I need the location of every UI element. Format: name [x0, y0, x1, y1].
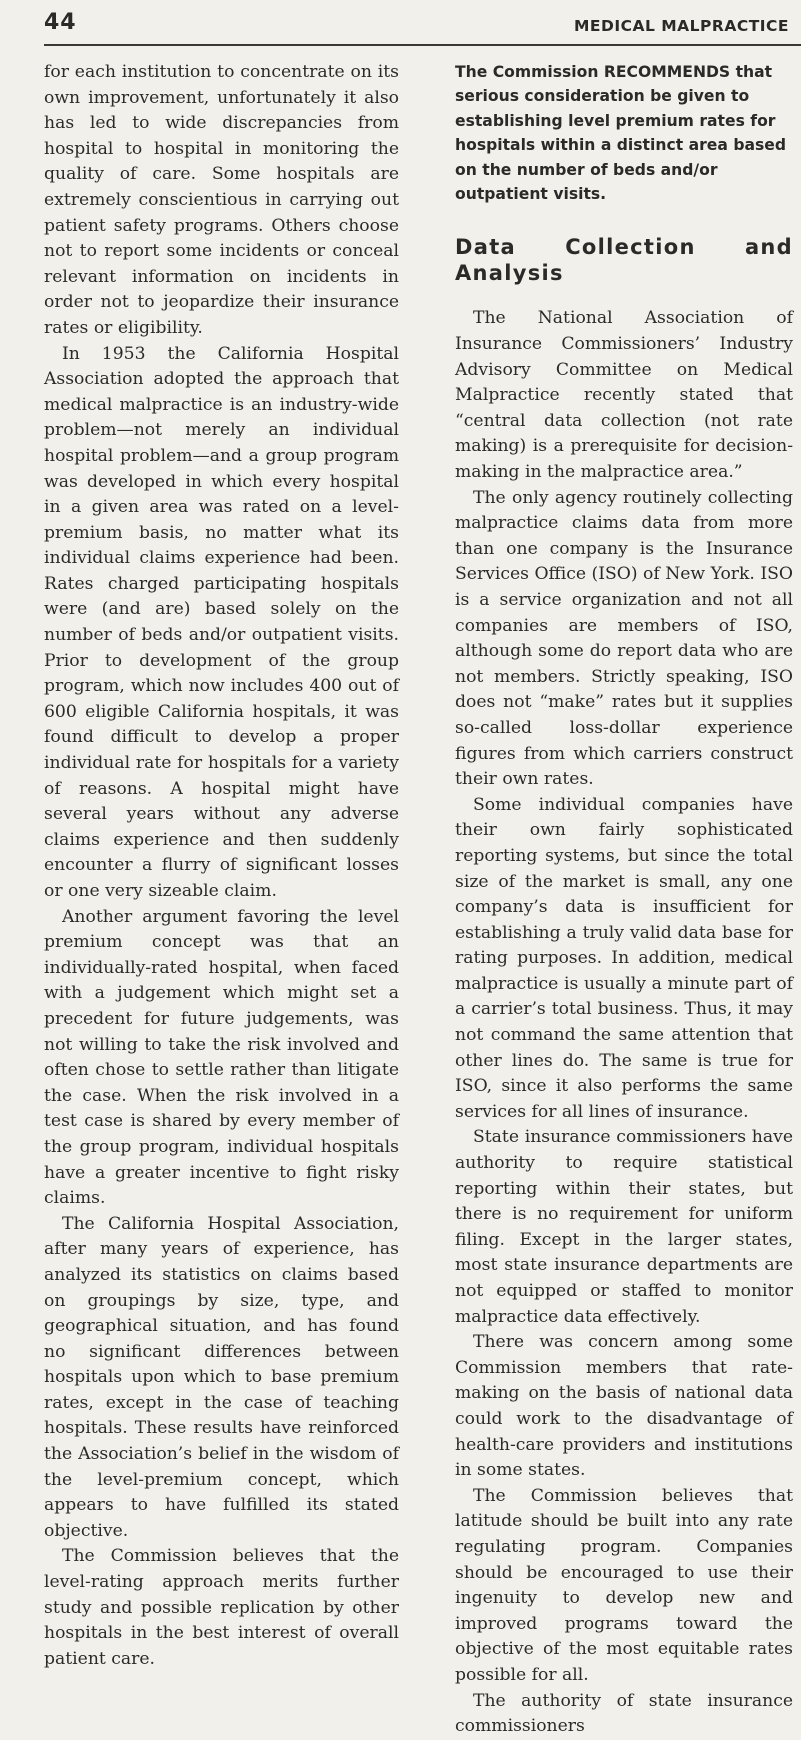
paragraph: The National Association of Insurance Commissioners’ Industry Advisory Committee on Medical Malpractice recently stated that “central data collection (not rate making) is a prerequisite for decision-making in the malpractice area.” — [455, 308, 793, 482]
recommendation: The Commission RECOMMENDS that serious consideration be given to establishing level premium rates for hospitals within a distinct area based on the number of beds and/or outpatient visits. — [455, 63, 787, 204]
paragraph: There was concern among some Commission members that rate-making on the basis of national data could work to the disadvantage of health-care providers and institutions in some states. — [455, 1332, 793, 1481]
paragraph: The only agency routinely collecting malpractice claims data from more than one company is the Insurance Services Office (ISO) of New York. ISO is a service organization and not all companies are members of ISO, although some do report data who are not members. Strictly speaking, ISO does not “make” rates but it supplies so-called loss-dollar experience figures from which carriers construct their own rates. — [455, 487, 794, 790]
paragraph: The Commission believes that the level-rating approach merits further study and possible replication by other hospitals in the best interest of overall patient care. — [44, 1546, 399, 1669]
header-rule — [44, 44, 801, 46]
left-column — [44, 60, 399, 1672]
running-title: MEDICAL MALPRACTICE — [573, 17, 789, 35]
right-column — [455, 60, 793, 1740]
paragraph: The authority of state insurance commissioners — [455, 1690, 793, 1737]
section-heading: Data Collection and Analysis — [455, 235, 793, 286]
paragraph: The California Hospital Association, after many years of experience, has analyzed its statistics on claims based on groupings by size, type, and geographical situation, and has found no significant differences between hospitals upon which to base premium rates, except in the case of teaching hospitals. These results have reinforced the Association’s belief in the wisdom of the level-premium concept, which appears to have fulfilled its stated objective. — [44, 1213, 399, 1541]
page-header — [0, 0, 801, 62]
paragraph: State insurance commissioners have authority to require statistical reporting within their states, but there is no requirement for uniform filing. Except in the larger states, most state insurance departments are not equipped or staffed to monitor malpractice data effectively. — [455, 1127, 793, 1327]
page-number: 44 — [44, 10, 77, 35]
paragraph: The Commission believes that latitude should be built into any rate regulating program. Companies should be encouraged to use their ingenuity to develop new and improved programs toward the objective of the most equitable rates possible for all. — [455, 1485, 793, 1685]
paragraph: for each institution to concentrate on its own improvement, unfortunately it also has led to wide discrepancies from hospital to hospital in monitoring the quality of care. Some hospitals are extremely conscientious in carrying out patient safety programs. Others choose not to report some incidents or conceal relevant information on incidents in order not to jeopardize their insurance rates or eligibility. — [44, 62, 399, 338]
paragraph: Some individual companies have their own fairly sophisticated reporting systems, but since the total size of the market is small, any one company’s data is insufficient for establishing a truly valid data base for rating purposes. In addition, medical malpractice is usually a minute part of a carrier’s total business. Thus, it may not command the same attention that other lines do. The same is true for ISO, since it also performs the same services for all lines of insurance. — [455, 794, 793, 1122]
paragraph: In 1953 the California Hospital Association adopted the approach that medical malpractice is an industry-wide problem—not merely an individual hospital problem—and a group program was developed in which every hospital in a given area was rated on a level-premium basis, no matter what its individual claims experience had been. Rates charged participating hospitals were (and are) based solely on the number of beds and/or outpatient visits. Prior to development of the group program, which now includes 400 out of 600 eligible California hospitals, it was found difficult to develop a proper individual rate for hospitals for a variety of reasons. A hospital might have several years without any adverse claims experience and then suddenly encounter a flurry of significant losses or one very sizeable claim. — [44, 343, 399, 901]
paragraph: Another argument favoring the level premium concept was that an individually-rated hospital, when faced with a judgement which might set a precedent for future judgements, was not willing to take the risk involved and often chose to settle rather than litigate the case. When the risk involved in a test case is shared by every member of the group program, individual hospitals have a greater incentive to fight risky claims. — [44, 906, 399, 1209]
